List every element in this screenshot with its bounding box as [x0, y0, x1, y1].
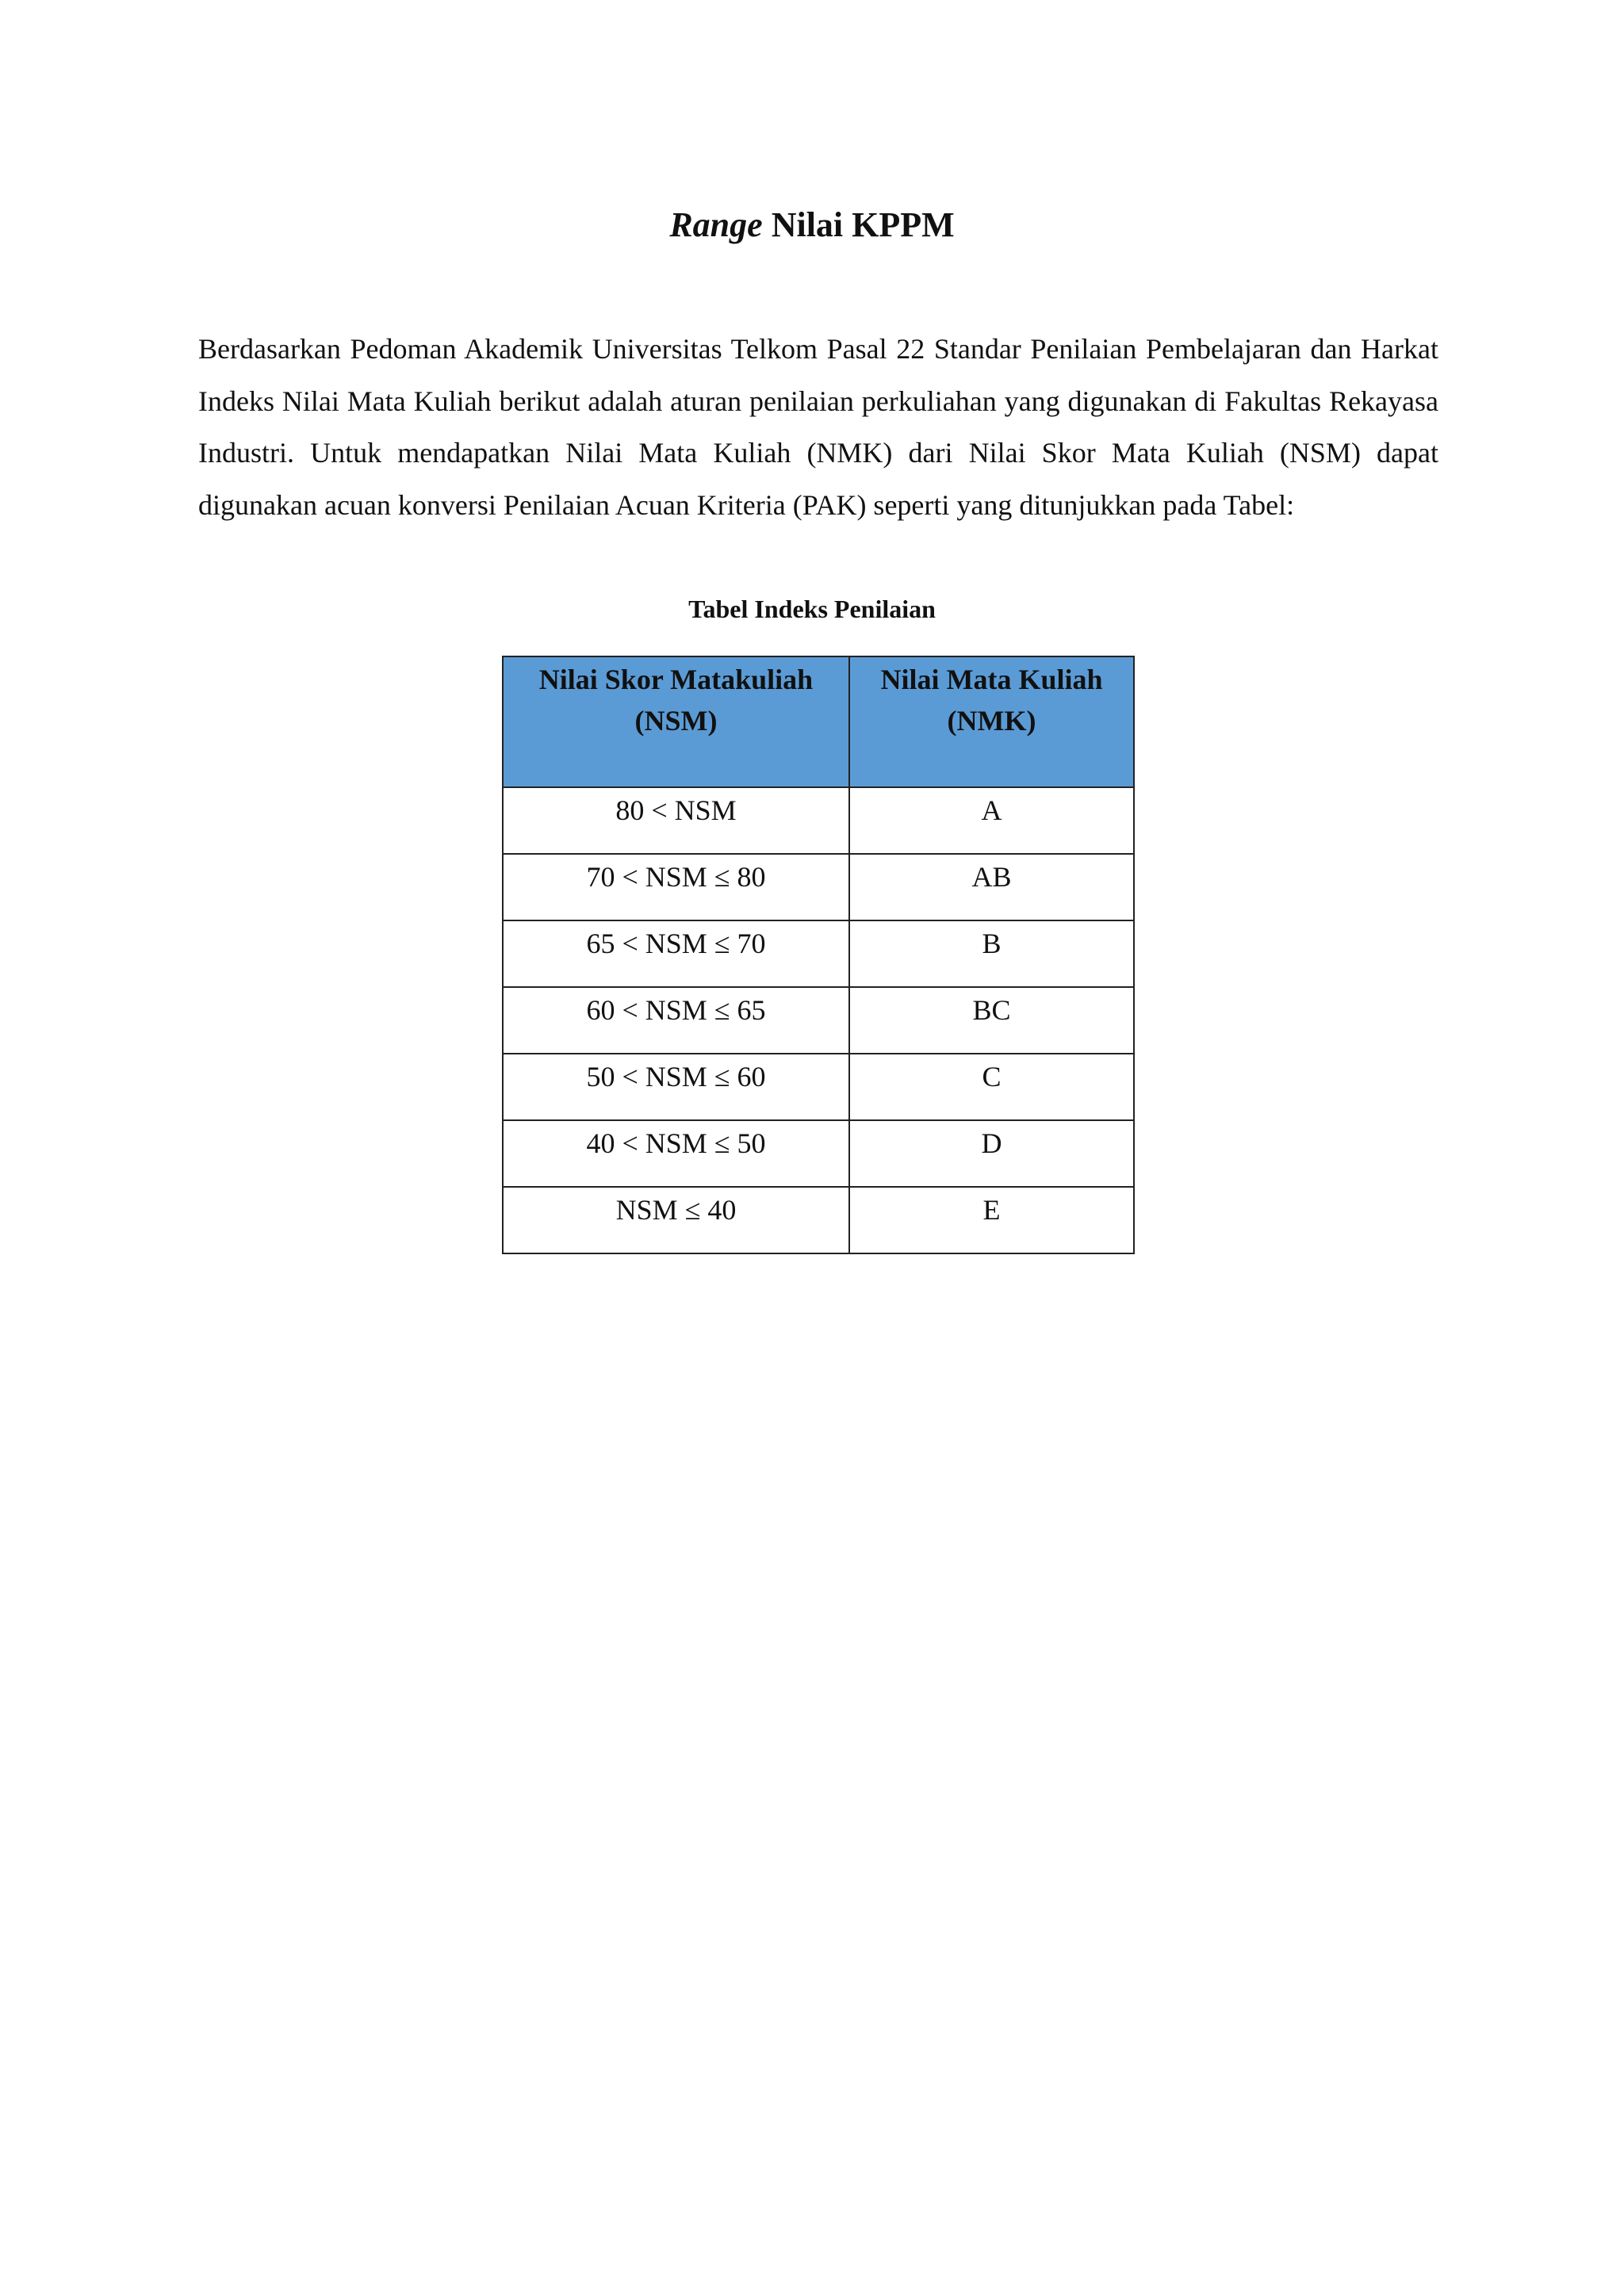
cell-nsm-range: 60 < NSM ≤ 65 — [503, 987, 849, 1054]
cell-nsm-range: 50 < NSM ≤ 60 — [503, 1054, 849, 1120]
cell-nsm-range: NSM ≤ 40 — [503, 1187, 849, 1253]
table-header-row — [503, 656, 1134, 787]
cell-nmk-grade: AB — [849, 854, 1134, 920]
cell-nsm-range: 40 < NSM ≤ 50 — [503, 1120, 849, 1187]
table-row — [503, 854, 1134, 920]
cell-nsm-range: 70 < NSM ≤ 80 — [503, 854, 849, 920]
cell-nmk-grade: C — [849, 1054, 1134, 1120]
table-caption: Tabel Indeks Penilaian — [688, 595, 936, 623]
cell-nmk-grade: B — [849, 920, 1134, 987]
table-row — [503, 1054, 1134, 1120]
page-title — [0, 200, 1624, 251]
table-row — [503, 987, 1134, 1054]
table-row — [503, 1187, 1134, 1253]
header-nmk — [849, 656, 1134, 787]
cell-nsm-range: 80 < NSM — [503, 787, 849, 854]
intro-paragraph: Berdasarkan Pedoman Akademik Universitas Telkom Pasal 22 Standar Penilaian Pembelajaran dan Harkat Indeks Nilai Mata Kuliah berikut adalah aturan penilaian perkuliahan yang digunakan di Fakultas Rekayasa Industri. Untuk mendapatkan Nilai Mata Kuliah (NMK) dari Nilai Skor Mata Kuliah (NSM) dapat digunakan acuan konversi Penilaian Acuan Kriteria (PAK) seperti yang ditunjukkan pada Tabel: — [198, 333, 1438, 521]
cell-nmk-grade: A — [849, 787, 1134, 854]
grade-index-table — [502, 656, 1135, 1254]
header-nsm — [503, 656, 849, 787]
cell-nmk-grade: D — [849, 1120, 1134, 1187]
header-nmk-line2: (NMK) — [947, 705, 1036, 737]
page-title-italic: Range — [669, 205, 763, 244]
cell-nsm-range: 65 < NSM ≤ 70 — [503, 920, 849, 987]
header-nsm-line2: (NSM) — [634, 705, 718, 737]
table-row — [503, 920, 1134, 987]
page-title-rest: Nilai KPPM — [762, 205, 955, 244]
table-row — [503, 1120, 1134, 1187]
header-nsm-line1: Nilai Skor Matakuliah — [538, 664, 814, 695]
table-row — [503, 787, 1134, 854]
cell-nmk-grade: BC — [849, 987, 1134, 1054]
cell-nmk-grade: E — [849, 1187, 1134, 1253]
header-nmk-line1: Nilai Mata Kuliah — [880, 664, 1103, 695]
